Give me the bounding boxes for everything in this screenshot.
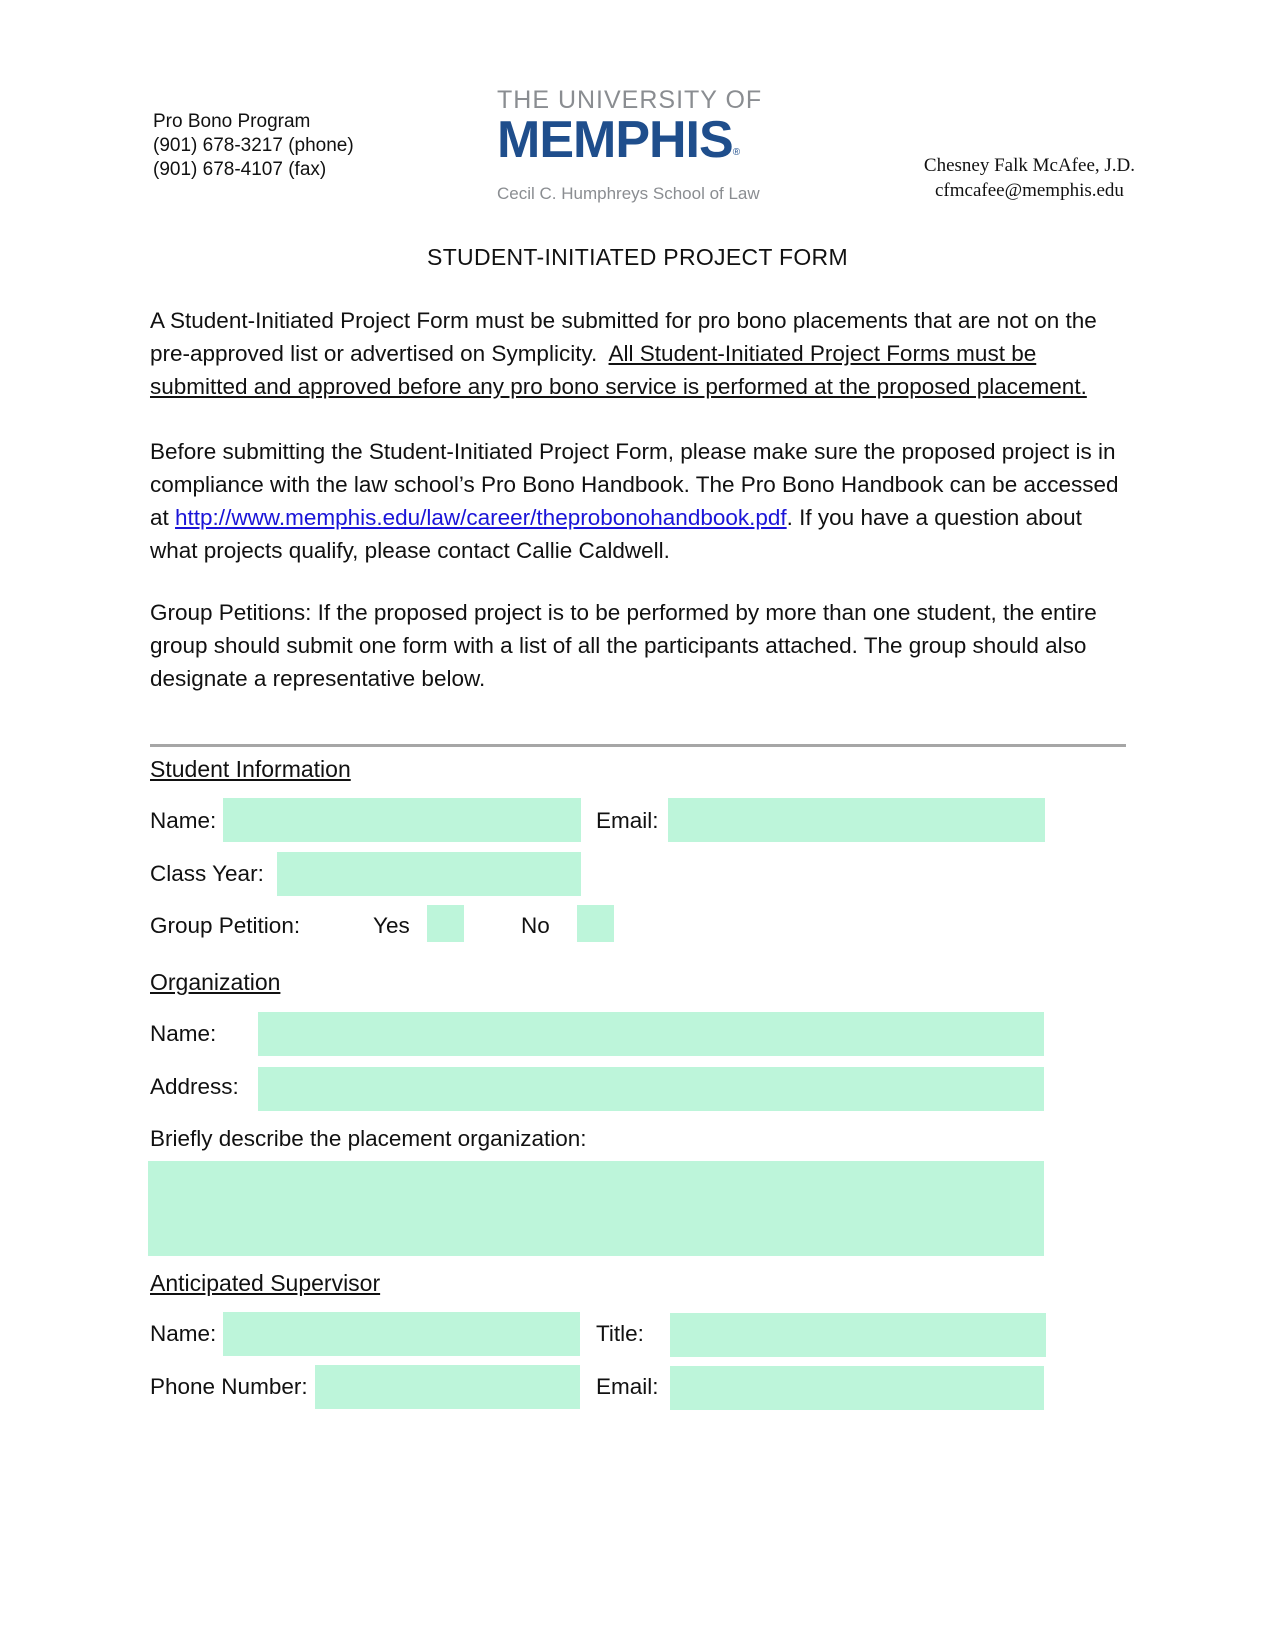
student-name-label: Name:	[150, 808, 217, 833]
program-contact-block	[153, 110, 354, 182]
handbook-paragraph	[150, 435, 1130, 567]
organization-description-label: Briefly describe the placement organization:	[150, 1126, 587, 1151]
group-petition-no-checkbox[interactable]	[577, 905, 614, 942]
group-petition-label: Group Petition:	[150, 913, 301, 938]
organization-name-field[interactable]	[258, 1012, 1044, 1056]
organization-address-field[interactable]	[258, 1067, 1044, 1111]
director-email: cfmcafee@memphis.edu	[934, 180, 1124, 201]
logo-line-memphis: MEMPHIS®	[497, 111, 740, 169]
registered-mark: ®	[732, 147, 740, 158]
logo-line-law-school: Cecil C. Humphreys School of Law	[497, 184, 760, 203]
supervisor-title-field[interactable]	[670, 1313, 1046, 1357]
student-email-label: Email:	[596, 808, 659, 833]
intro-text: A Student-Initiated Project Form must be submitted for pro bono placements that are not on the pre-approved list or advertised on Symplicity.	[150, 308, 1097, 366]
supervisor-name-label: Name:	[150, 1321, 217, 1346]
logo-line-university-of: THE UNIVERSITY OF	[497, 86, 763, 114]
supervisor-email-field[interactable]	[670, 1366, 1044, 1410]
university-logo	[497, 86, 787, 207]
program-fax: (901) 678-4107 (fax)	[153, 159, 327, 180]
group-petition-no-label: No	[521, 913, 550, 938]
group-petition-yes-checkbox[interactable]	[427, 905, 464, 942]
organization-address-label: Address:	[150, 1074, 239, 1099]
supervisor-phone-field[interactable]	[315, 1365, 580, 1409]
supervisor-email-label: Email:	[596, 1374, 659, 1399]
organization-description-field[interactable]	[148, 1161, 1044, 1256]
class-year-field[interactable]	[277, 852, 581, 896]
program-name: Pro Bono Program	[153, 111, 311, 132]
director-name: Chesney Falk McAfee, J.D.	[923, 155, 1135, 176]
student-email-field[interactable]	[668, 798, 1045, 842]
group-petitions-paragraph: Group Petitions: If the proposed project is to be performed by more than one student, the entire group should submit one form with a list of all the participants attached. The group should also designate a representative below.	[150, 600, 1097, 691]
supervisor-title-label: Title:	[596, 1321, 644, 1346]
form-title: STUDENT-INITIATED PROJECT FORM	[427, 244, 848, 270]
handbook-link[interactable]: http://www.memphis.edu/law/career/theprobonohandbook.pdf	[175, 505, 787, 530]
handbook-text-before: Before submitting the Student-Initiated Project Form, please make sure the proposed project is in compliance with the law school’s Pro Bono Handbook. The Pro Bono Handbook can be accessed at	[150, 439, 1119, 530]
class-year-label: Class Year:	[150, 861, 264, 886]
supervisor-name-field[interactable]	[223, 1312, 580, 1356]
student-info-heading: Student Information	[150, 756, 351, 782]
intro-paragraph	[150, 304, 1130, 403]
student-name-field[interactable]	[223, 798, 581, 842]
handbook-text-after: . If you have a question about what projects qualify, please contact Callie Caldwell.	[150, 505, 1082, 563]
program-phone: (901) 678-3217 (phone)	[153, 135, 354, 156]
intro-requirement-text: All Student-Initiated Project Forms must be submitted and approved before any pro bono service is performed at the proposed placement.	[150, 341, 1087, 399]
group-petition-yes-label: Yes	[373, 913, 410, 938]
organization-name-label: Name:	[150, 1021, 217, 1046]
director-contact-block	[924, 153, 1135, 203]
supervisor-heading: Anticipated Supervisor	[150, 1270, 381, 1296]
supervisor-phone-label: Phone Number:	[150, 1374, 308, 1399]
organization-heading: Organization	[150, 969, 281, 995]
section-divider	[150, 744, 1126, 747]
